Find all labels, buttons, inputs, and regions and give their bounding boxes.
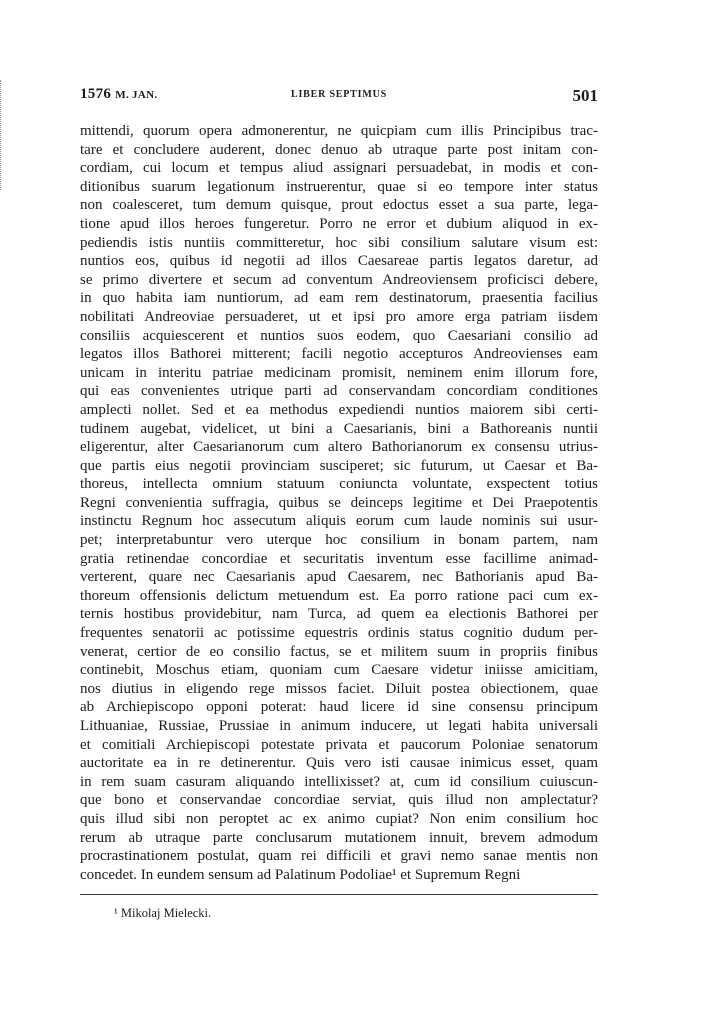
text-line: eligerentur, alter Caesarianorum cum altero Bathorianorum ex consensu utrius-	[80, 439, 598, 456]
footnote	[114, 906, 211, 921]
header-book-title: LIBER SEPTIMUS	[291, 89, 387, 100]
text-line: Lithuaniae, Russiae, Prussiae in animum inducere, ut legati habita universali	[80, 718, 598, 734]
text-line: nuntios eos, quibus id negotii ad illos Caesareae partis legatos daretur, ad	[80, 253, 598, 270]
text-line: thoreum offensionis delictum metuendum est. Ea porro ratione paci cum ex-	[80, 587, 598, 604]
running-header	[80, 82, 598, 106]
scan-edge-marks	[0, 80, 2, 190]
text-line: auctoritate ea in re detinerentur. Quis vero isti causae inimicus esset, quam	[80, 755, 598, 772]
text-line: tudinem augebat, videlicet, ut bini a Caesarianis, bini a Bathoreanis nuntii	[80, 420, 598, 437]
footnote-text: Mikolaj Mielecki.	[120, 906, 212, 920]
text-line: consiliis acquiescerent et nuntios suos eodem, quo Caesariani consilio ad	[80, 327, 598, 344]
text-line: ternis hostibus providebitur, nam Turca, ad quem ea electionis Bathorei per	[80, 606, 598, 623]
text-line: non coalesceret, tum demum quisque, prout edoctus esset a sua parte, lega-	[80, 197, 598, 214]
text-line: unicam in interitu patriae medicinam promisit, neminem enim illorum fore,	[80, 364, 598, 381]
text-line: tione apud illos heroes fungeretur. Porro ne error et dubium aliquod in ex-	[80, 215, 598, 232]
text-line: pediendis istis nuntiis committeretur, hoc sibi consilium salutare visum est:	[80, 234, 598, 251]
text-line: qui eas convenientes utrique parti ad conservandam concordiam conditiones	[80, 383, 598, 400]
text-line: continebit, Moschus etiam, quoniam cum Caesare videtur iniisse amicitiam,	[80, 662, 598, 679]
page-number: 501	[572, 86, 598, 105]
text-line: in quo habita iam nuntiorum, ad eam rem destinatorum, praesentia facilius	[80, 290, 598, 307]
text-line: venerat, certior de eo consilio factus, se et militem suum in propriis finibus	[80, 643, 598, 660]
text-line: tare et concludere auderent, donec denuo ab utraque parte post initam con-	[80, 141, 598, 158]
text-line: rerum ab utraque parte conclusarum mutationem innuit, brevem admodum	[80, 829, 598, 846]
text-line: ditionibus suarum legationum instruerentur, quae si eo tempore inter status	[80, 178, 598, 195]
text-line: gratia retinendae concordiae et securitatis inventum esse facillime animad-	[80, 550, 598, 567]
text-line: nos diutius in eligendo rege missos faciet. Diluit postea obiectionem, quae	[80, 680, 598, 697]
text-line: in rem suam casuram aliquando intellixisset? at, cum id consilium cuiuscun-	[80, 773, 598, 790]
text-line: procrastinationem postulat, quam rei difficili et gravi nemo sanae mentis non	[80, 848, 598, 865]
text-line: cordiam, cui locum et tempus aliud assignari persuadebat, in modis et con-	[80, 160, 598, 177]
text-line: verterent, quare nec Caesarianis apud Caesarem, nec Bathorianis apud Ba-	[80, 569, 598, 586]
text-line: mittendi, quorum opera admonerentur, ne quicpiam cum illis Principibus trac-	[80, 123, 598, 139]
header-month: M. JAN.	[115, 89, 158, 101]
text-line: que bono et conservandae concordiae serviat, quis illud non amplectatur?	[80, 792, 598, 809]
text-line: thoreus, intellecta omnium statuum coniuncta voluntate, exspectent totius	[80, 476, 598, 493]
text-line: legatos illos Bathorei mitterent; facili negotio accepturos Andreovienses eam	[80, 346, 598, 363]
text-line: nobilitati Andreoviae persuaderet, ut et ipsi pro amore erga patriam iisdem	[80, 308, 598, 325]
text-line: ab Archiepiscopo opponi poterat: haud licere id sine consensu principum	[80, 699, 598, 716]
text-line: concedet. In eundem sensum ad Palatinum Podoliae¹ et Supremum Regni	[80, 866, 521, 883]
text-line: se primo divertere et secum ad conventum Andreoviensem proficisci debere,	[80, 271, 598, 288]
text-line: instinctu Regnum hoc assecutum aliquis eorum cum laude nominis sui usur-	[80, 513, 598, 530]
text-line: que partis eius negotii provinciam susciperet; sic futurum, ut Caesar et Ba-	[80, 457, 598, 474]
text-line: frequentes senatorii ac potissime equestris ordinis status cognitio dudum per-	[80, 625, 598, 642]
text-line: amplecti nollet. Sed et ea methodus expediendi nuntios maiorem sibi certi-	[80, 401, 598, 418]
text-line: pet; interpretabuntur vero uterque hoc consilium in bonam partem, nam	[80, 532, 598, 549]
text-line: quis illud sibi non peroptet ac ex animo cupiat? Non enim consilium hoc	[80, 810, 598, 827]
text-line: et comitiali Archiepiscopi potestate privata et paucorum Poloniae senatorum	[80, 736, 598, 753]
footnote-marker: ¹	[114, 906, 118, 920]
text-line: Regni convenientia suffragia, quibus se deinceps legitime et Dei Praepotentis	[80, 494, 598, 511]
footnote-rule	[80, 894, 598, 895]
body-text	[80, 122, 598, 884]
header-year: 1576	[80, 86, 112, 102]
